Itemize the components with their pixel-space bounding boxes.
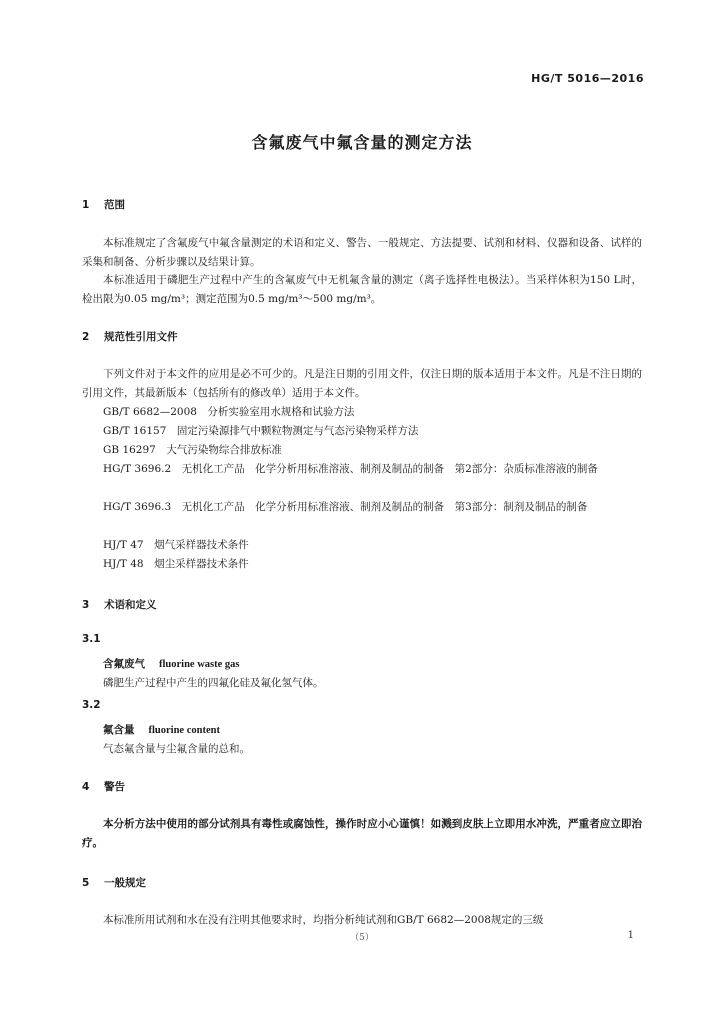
section-number: 1 — [82, 199, 90, 211]
term-english: fluorine content — [148, 725, 220, 736]
section-1-heading — [82, 197, 125, 212]
page-number: 1 — [627, 930, 634, 941]
reference-item: GB 16297 大气污染物综合排放标准 — [103, 444, 282, 456]
section-title: 规范性引用文件 — [104, 331, 178, 343]
standard-code: HG/T 5016—2016 — [531, 72, 644, 85]
page-title: 含氟废气中氟含量的测定方法 — [251, 133, 473, 152]
term-english: fluorine waste gas — [159, 659, 240, 670]
section-3-heading — [82, 597, 157, 612]
scope-paragraph-1: 本标准规定了含氟废气中氟含量测定的术语和定义、警告、一般规定、方法提要、试剂和材料、仪器和设备、试样的采集和制备、分析步骤以及结果计算。 — [82, 237, 642, 268]
section-2-heading — [82, 329, 178, 344]
term-definition: 气态氟含量与尘氟含量的总和。 — [103, 743, 250, 755]
section-title: 一般规定 — [104, 877, 146, 889]
section-title: 警告 — [104, 781, 125, 793]
section-number: 3 — [82, 599, 90, 611]
section-title: 范围 — [104, 199, 125, 211]
page-marker: （5） — [350, 933, 374, 943]
reference-item: GB/T 6682—2008 分析实验室用水规格和试验方法 — [103, 406, 355, 418]
section-number: 2 — [82, 331, 90, 343]
general-rules-text: 本标准所用试剂和水在没有注明其他要求时，均指分析纯试剂和GB/T 6682—2008规定的三级 — [103, 914, 544, 926]
term-chinese: 氟含量 — [103, 724, 135, 736]
warning-text: 本分析方法中使用的部分试剂具有毒性或腐蚀性，操作时应小心谨慎！如溅到皮肤上立即用水冲洗，严重者应立即治疗。 — [82, 818, 642, 849]
section-title: 术语和定义 — [104, 599, 157, 611]
section-5-heading — [82, 875, 146, 890]
reference-item: HJ/T 48 烟尘采样器技术条件 — [103, 558, 249, 570]
reference-item: HG/T 3696.3 无机化工产品 化学分析用标准溶液、制剂及制品的制备 第3部分：制剂及制品的制备 — [103, 501, 588, 513]
term-number: 3.2 — [82, 699, 101, 711]
section-4-heading — [82, 779, 125, 794]
references-intro: 下列文件对于本文件的应用是必不可少的。凡是注日期的引用文件，仅注日期的版本适用于本文件。凡是不注日期的引用文件，其最新版本（包括所有的修改单）适用于本文件。 — [82, 368, 642, 399]
reference-item: HJ/T 47 烟气采样器技术条件 — [103, 539, 249, 551]
scope-paragraph-2: 本标准适用于磷肥生产过程中产生的含氟废气中无机氟含量的测定（离子选择性电极法）。当采样体积为150 L时，检出限为0.05 mg/m³；测定范围为0.5 mg/m³～500 mg/m³。 — [82, 274, 642, 305]
term-chinese: 含氟废气 — [103, 658, 145, 670]
section-number: 5 — [82, 877, 90, 889]
reference-item: GB/T 16157 固定污染源排气中颗粒物测定与气态污染物采样方法 — [103, 425, 419, 437]
term-entry — [103, 656, 240, 671]
term-number: 3.1 — [82, 633, 101, 645]
term-definition: 磷肥生产过程中产生的四氟化硅及氟化氢气体。 — [103, 677, 324, 689]
reference-item: HG/T 3696.2 无机化工产品 化学分析用标准溶液、制剂及制品的制备 第2部分：杂质标准溶液的制备 — [103, 463, 598, 475]
term-entry — [103, 722, 220, 737]
section-number: 4 — [82, 781, 90, 793]
